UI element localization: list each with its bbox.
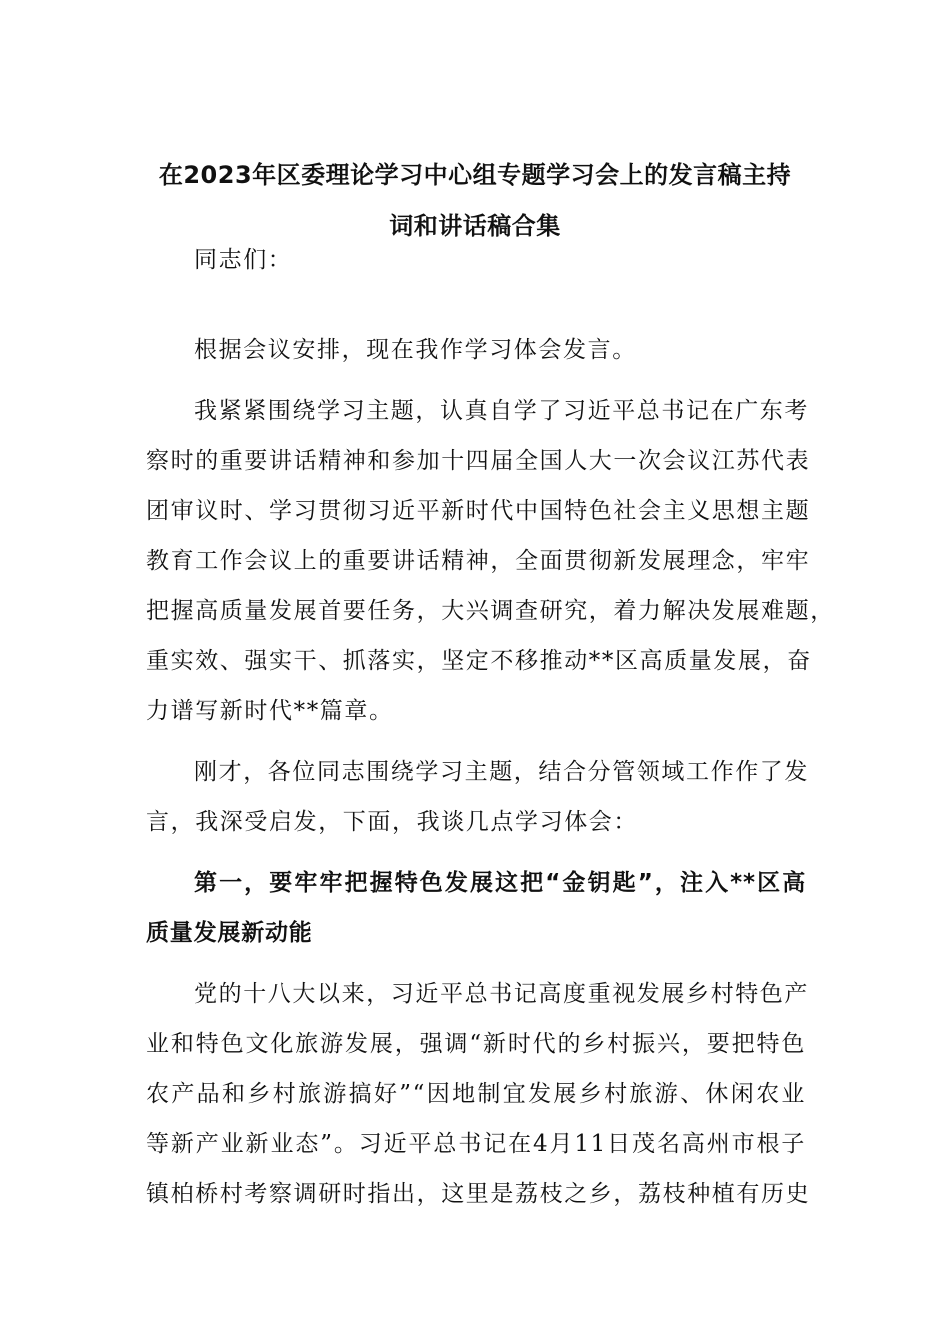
paragraph-line: 力谱写新时代**篇章。 — [146, 698, 394, 724]
paragraph-line: 农产品和乡村旅游搞好”“因地制宜发展乡村旅游、休闲农业 — [146, 1081, 806, 1107]
salutation: 同志们： — [194, 247, 293, 273]
paragraph-line: 我紧紧围绕学习主题，认真自学了习近平总书记在广东考 — [194, 398, 809, 424]
paragraph-line: 言，我深受启发，下面，我谈几点学习体会： — [146, 809, 638, 835]
paragraph-line: 党的十八大以来，习近平总书记高度重视发展乡村特色产 — [194, 981, 809, 1007]
paragraph-line: 根据会议安排，现在我作学习体会发言。 — [194, 337, 637, 363]
paragraph-line: 团审议时、学习贯彻习近平新时代中国特色社会主义思想主题 — [146, 498, 811, 524]
paragraph-line: 察时的重要讲话精神和参加十四届全国人大一次会议江苏代表 — [146, 448, 811, 474]
section-heading-line-2: 质量发展新动能 — [146, 920, 313, 946]
paragraph-line: 教育工作会议上的重要讲话精神，全面贯彻新发展理念，牢牢 — [146, 548, 811, 574]
paragraph-line: 业和特色文化旅游发展，强调“新时代的乡村振兴，要把特色 — [146, 1031, 806, 1057]
document-title-line-1: 在2023年区委理论学习中心组专题学习会上的发言稿主持 — [158, 161, 792, 189]
paragraph-line: 重实效、强实干、抓落实，坚定不移推动**区高质量发展，奋 — [146, 648, 812, 674]
paragraph-line: 把握高质量发展首要任务，大兴调查研究，着力解决发展难题， — [146, 598, 835, 624]
paragraph-line: 等新产业新业态”。习近平总书记在4月11日茂名高州市根子 — [146, 1131, 806, 1157]
section-heading-line-1: 第一，要牢牢把握特色发展这把“金钥匙”，注入**区高 — [194, 870, 806, 896]
document-title-line-2: 词和讲话稿合集 — [389, 212, 561, 240]
paragraph-line: 镇柏桥村考察调研时指出，这里是荔枝之乡，荔枝种植有历史 — [146, 1181, 811, 1207]
paragraph-line: 刚才，各位同志围绕学习主题，结合分管领域工作作了发 — [194, 759, 809, 785]
